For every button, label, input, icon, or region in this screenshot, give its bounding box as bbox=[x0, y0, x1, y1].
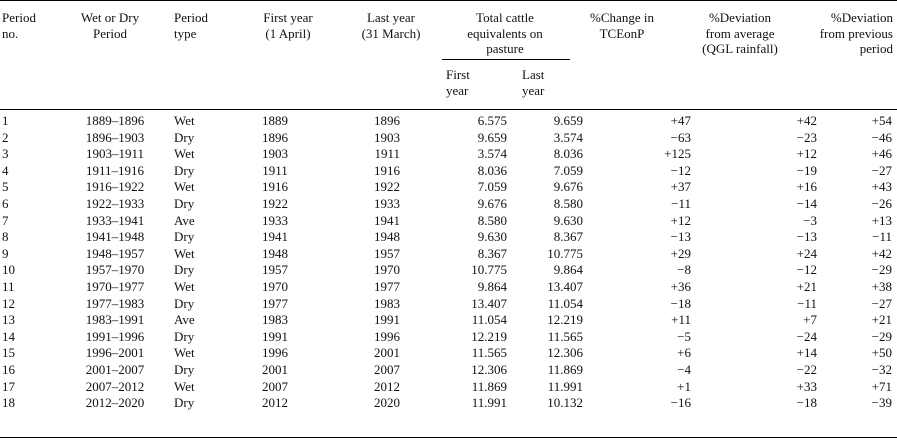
table-row bbox=[0, 379, 892, 396]
cell-tceop-last: 11.054 bbox=[547, 295, 583, 311]
cell-period-no: 6 bbox=[2, 195, 9, 211]
cell-last-year: 1916 bbox=[374, 162, 400, 178]
cell-first-year: 1983 bbox=[262, 312, 288, 328]
cell-last-year: 1996 bbox=[374, 328, 400, 344]
cell-dev-prev: +46 bbox=[871, 146, 892, 162]
tceop-subheader-rule bbox=[442, 59, 570, 60]
cell-dev-avg: +33 bbox=[796, 378, 817, 394]
cell-tceop-first: 3.574 bbox=[477, 146, 507, 162]
cell-wet-dry-period: 1970–1977 bbox=[85, 278, 145, 294]
cell-tceop-last: 9.630 bbox=[553, 212, 583, 228]
top-rule bbox=[0, 0, 897, 1]
table-row bbox=[0, 362, 892, 379]
cell-dev-prev: +13 bbox=[871, 212, 892, 228]
cell-first-year: 2012 bbox=[262, 395, 288, 411]
cell-period-no: 1 bbox=[2, 113, 9, 128]
cell-period-type: Dry bbox=[174, 262, 195, 278]
cell-wet-dry-period: 2007–2012 bbox=[85, 378, 145, 394]
cell-period-no: 11 bbox=[2, 278, 15, 294]
table-row bbox=[0, 329, 892, 346]
cell-dev-prev: −39 bbox=[871, 395, 892, 411]
cell-dev-prev: −32 bbox=[871, 361, 892, 377]
cell-dev-avg: +14 bbox=[796, 345, 817, 361]
cell-last-year: 1922 bbox=[374, 179, 400, 195]
cell-period-no: 7 bbox=[2, 212, 9, 228]
cell-last-year: 1957 bbox=[374, 245, 400, 261]
cell-first-year: 1916 bbox=[262, 179, 288, 195]
header-period-type: Period type bbox=[174, 10, 208, 41]
cell-tceop-first: 9.676 bbox=[477, 195, 507, 211]
cell-period-no: 15 bbox=[2, 345, 15, 361]
cell-tceop-last: 12.219 bbox=[547, 312, 583, 328]
cell-wet-dry-period: 1896–1903 bbox=[85, 129, 145, 145]
cell-tceop-first: 13.407 bbox=[471, 295, 507, 311]
cell-period-no: 18 bbox=[2, 395, 15, 411]
cell-last-year: 1991 bbox=[374, 312, 400, 328]
cell-dev-prev: −29 bbox=[871, 328, 892, 344]
cell-tceop-last: 11.565 bbox=[547, 328, 583, 344]
table-row bbox=[0, 213, 892, 230]
cell-dev-avg: −22 bbox=[796, 361, 817, 377]
cell-tceop-last: 11.991 bbox=[547, 378, 583, 394]
table-row bbox=[0, 279, 892, 296]
cell-first-year: 1933 bbox=[262, 212, 288, 228]
header-tceop-first: First year bbox=[446, 67, 470, 98]
cell-last-year: 1983 bbox=[374, 295, 400, 311]
cell-wet-dry-period: 1983–1991 bbox=[85, 312, 145, 328]
table-row bbox=[0, 312, 892, 329]
cell-pct-change: −16 bbox=[670, 395, 691, 411]
cell-tceop-last: 8.036 bbox=[553, 146, 583, 162]
cell-pct-change: −12 bbox=[670, 162, 691, 178]
cell-dev-avg: −24 bbox=[796, 328, 817, 344]
cell-wet-dry-period: 2001–2007 bbox=[85, 361, 145, 377]
cell-dev-prev: +42 bbox=[871, 245, 892, 261]
cell-wet-dry-period: 2012–2020 bbox=[85, 395, 145, 411]
cell-period-no: 4 bbox=[2, 162, 9, 178]
cell-period-no: 5 bbox=[2, 179, 9, 195]
cell-tceop-first: 9.864 bbox=[477, 278, 507, 294]
cell-wet-dry-period: 1933–1941 bbox=[85, 212, 145, 228]
cell-first-year: 1922 bbox=[262, 195, 288, 211]
cell-tceop-last: 9.659 bbox=[553, 113, 583, 128]
cell-period-type: Wet bbox=[174, 245, 195, 261]
cell-period-type: Wet bbox=[174, 278, 195, 294]
cell-period-type: Wet bbox=[174, 113, 195, 128]
cell-pct-change: −5 bbox=[677, 328, 691, 344]
table-row bbox=[0, 262, 892, 279]
table-row bbox=[0, 130, 892, 147]
cell-dev-prev: −27 bbox=[871, 162, 892, 178]
cell-dev-prev: −26 bbox=[871, 195, 892, 211]
cell-dev-avg: −12 bbox=[796, 262, 817, 278]
cell-pct-change: −13 bbox=[670, 229, 691, 245]
header-tceop-last: Last year bbox=[522, 67, 545, 98]
header-dev-avg: %Deviation from average (QGL rainfall) bbox=[702, 10, 778, 56]
header-rule bbox=[0, 109, 897, 110]
cell-tceop-last: 12.306 bbox=[547, 345, 583, 361]
cell-tceop-first: 11.565 bbox=[471, 345, 507, 361]
cell-last-year: 1970 bbox=[374, 262, 400, 278]
cell-first-year: 1970 bbox=[262, 278, 288, 294]
cell-dev-avg: +42 bbox=[796, 113, 817, 128]
cell-period-type: Dry bbox=[174, 129, 195, 145]
cell-last-year: 1903 bbox=[374, 129, 400, 145]
cell-pct-change: −11 bbox=[671, 195, 691, 211]
cell-last-year: 1911 bbox=[374, 146, 400, 162]
cell-last-year: 1941 bbox=[374, 212, 400, 228]
table-row bbox=[0, 246, 892, 263]
cell-pct-change: −63 bbox=[670, 129, 691, 145]
cell-first-year: 2007 bbox=[262, 378, 288, 394]
cell-period-no: 14 bbox=[2, 328, 15, 344]
table-body bbox=[0, 113, 892, 412]
cell-pct-change: +11 bbox=[671, 312, 691, 328]
cell-first-year: 1948 bbox=[262, 245, 288, 261]
cell-dev-avg: +7 bbox=[803, 312, 817, 328]
cell-pct-change: +1 bbox=[677, 378, 691, 394]
cell-period-type: Dry bbox=[174, 229, 195, 245]
cell-period-type: Wet bbox=[174, 179, 195, 195]
cell-first-year: 1941 bbox=[262, 229, 288, 245]
header-tceop: Total cattle equivalents on pasture bbox=[467, 10, 543, 56]
cell-dev-prev: −46 bbox=[871, 129, 892, 145]
cell-dev-prev: +50 bbox=[871, 345, 892, 361]
cell-pct-change: −4 bbox=[677, 361, 691, 377]
table-row bbox=[0, 179, 892, 196]
cell-period-no: 2 bbox=[2, 129, 9, 145]
cell-dev-avg: −19 bbox=[796, 162, 817, 178]
cell-tceop-last: 8.580 bbox=[553, 195, 583, 211]
cell-tceop-last: 9.864 bbox=[553, 262, 583, 278]
cell-tceop-first: 9.630 bbox=[477, 229, 507, 245]
cell-dev-avg: −14 bbox=[796, 195, 817, 211]
table-row bbox=[0, 113, 892, 130]
header-period-no: Period no. bbox=[2, 10, 36, 41]
cell-period-no: 8 bbox=[2, 229, 9, 245]
cell-pct-change: +125 bbox=[664, 146, 691, 162]
header-first-year: First year (1 April) bbox=[263, 10, 313, 41]
cell-dev-avg: −18 bbox=[796, 395, 817, 411]
cell-pct-change: +6 bbox=[677, 345, 691, 361]
cell-tceop-first: 9.659 bbox=[477, 129, 507, 145]
table-row bbox=[0, 345, 892, 362]
cell-pct-change: +47 bbox=[670, 113, 691, 128]
cell-dev-prev: −29 bbox=[871, 262, 892, 278]
cell-dev-prev: −11 bbox=[872, 229, 892, 245]
cell-tceop-last: 7.059 bbox=[553, 162, 583, 178]
cell-pct-change: +36 bbox=[670, 278, 691, 294]
cell-period-type: Dry bbox=[174, 195, 195, 211]
cell-tceop-first: 12.306 bbox=[471, 361, 507, 377]
cell-tceop-last: 11.869 bbox=[547, 361, 583, 377]
cell-first-year: 1889 bbox=[262, 113, 288, 128]
header-dev-prev: %Deviation from previous period bbox=[819, 10, 893, 56]
cell-tceop-first: 8.367 bbox=[477, 245, 507, 261]
cell-tceop-first: 8.036 bbox=[477, 162, 507, 178]
cell-pct-change: +37 bbox=[670, 179, 691, 195]
cell-period-no: 13 bbox=[2, 312, 15, 328]
cell-period-no: 3 bbox=[2, 146, 9, 162]
cell-last-year: 1977 bbox=[374, 278, 400, 294]
cell-dev-avg: +16 bbox=[796, 179, 817, 195]
header-last-year: Last year (31 March) bbox=[361, 10, 421, 41]
cell-tceop-last: 13.407 bbox=[547, 278, 583, 294]
cell-wet-dry-period: 1889–1896 bbox=[85, 113, 145, 128]
cell-pct-change: −8 bbox=[677, 262, 691, 278]
cell-period-type: Dry bbox=[174, 395, 195, 411]
cell-tceop-first: 11.869 bbox=[471, 378, 507, 394]
cell-dev-prev: +38 bbox=[871, 278, 892, 294]
cell-dev-prev: −27 bbox=[871, 295, 892, 311]
table-row bbox=[0, 163, 892, 180]
cell-period-no: 10 bbox=[2, 262, 15, 278]
bottom-rule bbox=[0, 437, 897, 438]
cell-dev-avg: −23 bbox=[796, 129, 817, 145]
cell-first-year: 1996 bbox=[262, 345, 288, 361]
cell-last-year: 2007 bbox=[374, 361, 400, 377]
cell-tceop-first: 7.059 bbox=[477, 179, 507, 195]
cell-period-type: Dry bbox=[174, 162, 195, 178]
cell-tceop-first: 6.575 bbox=[477, 113, 507, 128]
cell-last-year: 2012 bbox=[374, 378, 400, 394]
cell-last-year: 1948 bbox=[374, 229, 400, 245]
cell-wet-dry-period: 1991–1996 bbox=[85, 328, 145, 344]
cell-tceop-first: 11.054 bbox=[471, 312, 507, 328]
cell-period-type: Wet bbox=[174, 345, 195, 361]
cell-wet-dry-period: 1916–1922 bbox=[85, 179, 145, 195]
cell-period-type: Dry bbox=[174, 295, 195, 311]
cell-dev-prev: +43 bbox=[871, 179, 892, 195]
cell-wet-dry-period: 1903–1911 bbox=[85, 146, 145, 162]
cell-wet-dry-period: 1941–1948 bbox=[85, 229, 145, 245]
cell-tceop-last: 3.574 bbox=[553, 129, 583, 145]
cell-period-type: Wet bbox=[174, 378, 195, 394]
cell-period-type: Ave bbox=[174, 312, 195, 328]
cell-wet-dry-period: 1957–1970 bbox=[85, 262, 145, 278]
table-row bbox=[0, 395, 892, 412]
table-row bbox=[0, 296, 892, 313]
cell-dev-prev: +54 bbox=[871, 113, 892, 128]
cell-dev-prev: +71 bbox=[871, 378, 892, 394]
cell-dev-avg: −13 bbox=[796, 229, 817, 245]
cell-last-year: 2001 bbox=[374, 345, 400, 361]
cell-tceop-first: 8.580 bbox=[477, 212, 507, 228]
table-row bbox=[0, 196, 892, 213]
cell-tceop-first: 11.991 bbox=[471, 395, 507, 411]
cell-period-type: Dry bbox=[174, 361, 195, 377]
cell-dev-avg: −3 bbox=[803, 212, 817, 228]
cell-period-type: Ave bbox=[174, 212, 195, 228]
cell-first-year: 1977 bbox=[262, 295, 288, 311]
cell-pct-change: −18 bbox=[670, 295, 691, 311]
header-pct-change: %Change in TCEonP bbox=[590, 10, 654, 41]
cell-wet-dry-period: 1922–1933 bbox=[85, 195, 145, 211]
cell-dev-avg: +12 bbox=[796, 146, 817, 162]
cell-pct-change: +12 bbox=[670, 212, 691, 228]
cell-tceop-last: 9.676 bbox=[553, 179, 583, 195]
cell-dev-avg: +21 bbox=[796, 278, 817, 294]
cell-dev-avg: +24 bbox=[796, 245, 817, 261]
cell-wet-dry-period: 1977–1983 bbox=[85, 295, 145, 311]
cell-first-year: 1957 bbox=[262, 262, 288, 278]
cell-tceop-last: 10.775 bbox=[547, 245, 583, 261]
cell-period-no: 12 bbox=[2, 295, 15, 311]
cell-wet-dry-period: 1911–1916 bbox=[85, 162, 145, 178]
cell-tceop-last: 8.367 bbox=[553, 229, 583, 245]
cell-period-no: 9 bbox=[2, 245, 9, 261]
cell-wet-dry-period: 1948–1957 bbox=[85, 245, 145, 261]
cell-last-year: 1933 bbox=[374, 195, 400, 211]
table-row bbox=[0, 229, 892, 246]
cell-period-no: 17 bbox=[2, 378, 15, 394]
cell-first-year: 2001 bbox=[262, 361, 288, 377]
cell-first-year: 1991 bbox=[262, 328, 288, 344]
cell-pct-change: +29 bbox=[670, 245, 691, 261]
cell-tceop-first: 12.219 bbox=[471, 328, 507, 344]
cell-first-year: 1911 bbox=[262, 162, 288, 178]
cell-dev-avg: −11 bbox=[797, 295, 817, 311]
cell-first-year: 1896 bbox=[262, 129, 288, 145]
cell-period-type: Wet bbox=[174, 146, 195, 162]
cell-period-type: Dry bbox=[174, 328, 195, 344]
table-row bbox=[0, 146, 892, 163]
cell-wet-dry-period: 1996–2001 bbox=[85, 345, 145, 361]
cell-period-no: 16 bbox=[2, 361, 15, 377]
cell-last-year: 2020 bbox=[374, 395, 400, 411]
cell-dev-prev: +21 bbox=[871, 312, 892, 328]
cell-tceop-last: 10.132 bbox=[547, 395, 583, 411]
cell-tceop-first: 10.775 bbox=[471, 262, 507, 278]
header-wet-dry-period: Wet or Dry Period bbox=[80, 10, 140, 41]
cell-first-year: 1903 bbox=[262, 146, 288, 162]
cell-last-year: 1896 bbox=[374, 113, 400, 128]
